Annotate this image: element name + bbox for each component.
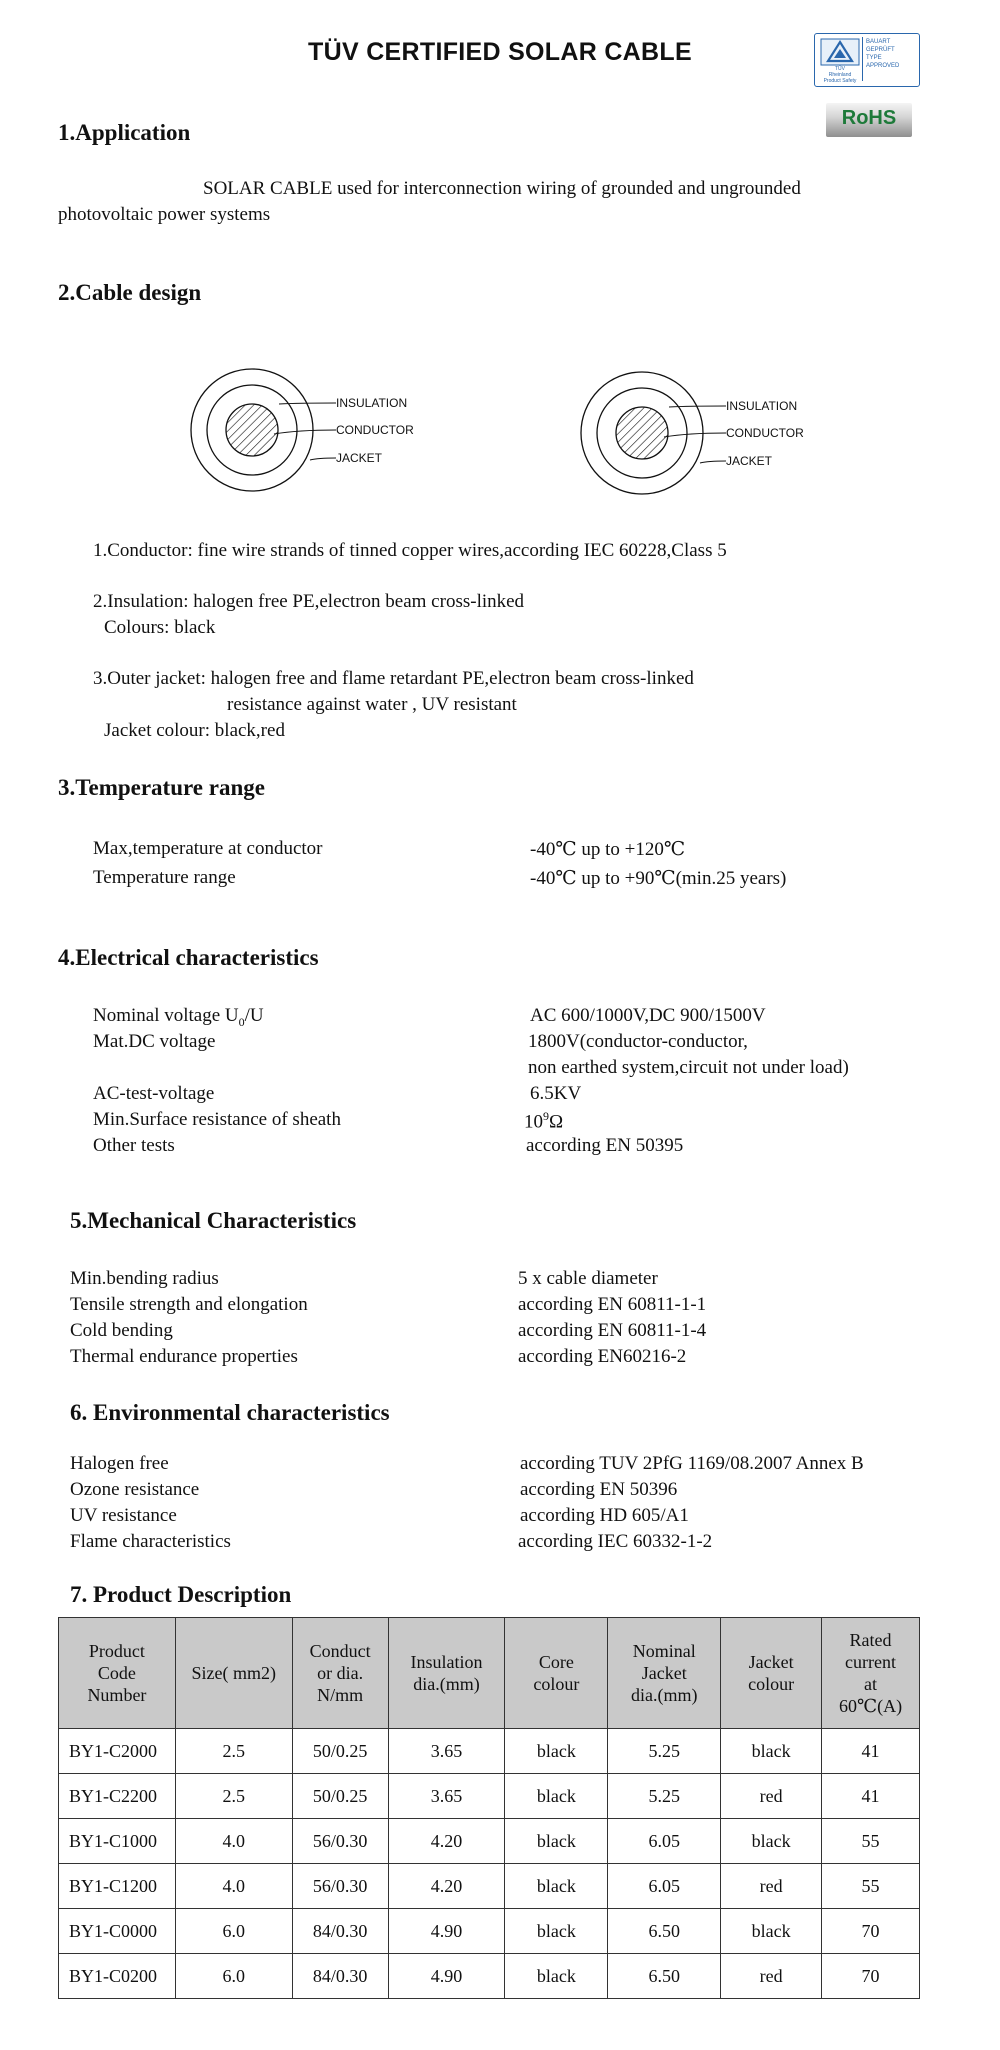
header-line: N/mm (317, 1685, 364, 1705)
temperature-label: Temperature range (93, 867, 236, 888)
table-cell: 50/0.25 (292, 1729, 388, 1774)
column-header (822, 1618, 920, 1729)
diagram-label-insulation: INSULATION (336, 396, 408, 410)
table-cell: black (505, 1864, 608, 1909)
table-cell: 70 (822, 1909, 920, 1954)
header-line: colour (533, 1674, 580, 1694)
column-header (721, 1618, 822, 1729)
column-header (292, 1618, 388, 1729)
table-cell: 3.65 (388, 1774, 505, 1819)
nominal-voltage-value: AC 600/1000V,DC 900/1500V (530, 1005, 766, 1026)
table-cell: 56/0.30 (292, 1819, 388, 1864)
section-heading-electrical: 4.Electrical characteristics (58, 945, 319, 970)
temperature-value: -40℃ up to +120℃ (530, 839, 686, 860)
application-text-line: SOLAR CABLE used for interconnection wiring of grounded and ungrounded (203, 178, 801, 199)
cable-design-item: Jacket colour: black,red (104, 720, 285, 741)
diagram-label-jacket: JACKET (336, 451, 383, 465)
header-line: Jacket (748, 1652, 794, 1672)
tuv-badge-text: GEPRÜFT (866, 47, 895, 53)
table-cell: 3.65 (388, 1729, 505, 1774)
table-cell: BY1-C2000 (59, 1729, 176, 1774)
header-line: colour (748, 1674, 795, 1694)
mechanical-label: Tensile strength and elongation (70, 1294, 308, 1315)
header-line: Conduct (309, 1641, 371, 1661)
table-cell: BY1-C1000 (59, 1819, 176, 1864)
temperature-label: Max,temperature at conductor (93, 838, 323, 859)
table-cell: black (721, 1909, 822, 1954)
section-heading-application: 1.Application (58, 120, 191, 145)
table-cell: 56/0.30 (292, 1864, 388, 1909)
table-cell: 2.5 (175, 1774, 292, 1819)
table-cell: 5.25 (608, 1729, 721, 1774)
other-tests-label: Other tests (93, 1135, 175, 1156)
table-cell: black (505, 1909, 608, 1954)
table-cell: BY1-C0200 (59, 1954, 176, 1999)
section-heading-cable-design: 2.Cable design (58, 280, 202, 305)
mechanical-label: Thermal endurance properties (70, 1346, 298, 1367)
application-text-line: photovoltaic power systems (58, 204, 271, 225)
table-cell: 4.20 (388, 1819, 505, 1864)
tuv-badge-text: BAUART (866, 39, 891, 45)
column-header (608, 1618, 721, 1729)
mechanical-value: according EN 60811-1-4 (518, 1320, 707, 1341)
environmental-value: according HD 605/A1 (520, 1505, 689, 1526)
section-heading-mechanical: 5.Mechanical Characteristics (70, 1208, 357, 1233)
header-line: Core (538, 1652, 574, 1672)
rohs-text: RoHS (841, 107, 897, 129)
table-cell: 84/0.30 (292, 1954, 388, 1999)
table-cell: 6.0 (175, 1954, 292, 1999)
nominal-voltage-text: Nominal voltage U (93, 1005, 239, 1026)
table-cell: BY1-C2200 (59, 1774, 176, 1819)
mechanical-label: Min.bending radius (70, 1268, 219, 1289)
other-tests-value: according EN 50395 (526, 1135, 684, 1156)
header-line: 60℃(A) (838, 1696, 903, 1716)
mechanical-value: 5 x cable diameter (518, 1268, 658, 1289)
table-row (59, 1909, 920, 1954)
table-cell: BY1-C0000 (59, 1909, 176, 1954)
table-cell: black (505, 1819, 608, 1864)
table-row (59, 1864, 920, 1909)
table-cell: 50/0.25 (292, 1774, 388, 1819)
tuv-small-text: Product Safety (823, 78, 857, 84)
column-header (175, 1618, 292, 1729)
header-line: dia.(mm) (631, 1685, 698, 1705)
cable-design-item: 3.Outer jacket: halogen free and flame retardant PE,electron beam cross-linked (93, 668, 694, 689)
table-cell: 41 (822, 1729, 920, 1774)
environmental-value: according TUV 2PfG 1169/08.2007 Annex B (520, 1453, 864, 1474)
header-line: at (864, 1674, 878, 1694)
table-cell: 6.50 (608, 1909, 721, 1954)
diagram-label-insulation: INSULATION (726, 399, 798, 413)
table-cell: red (721, 1954, 822, 1999)
environmental-value: according EN 50396 (520, 1479, 678, 1500)
header-line: dia.(mm) (413, 1674, 480, 1694)
header-line: or dia. (317, 1663, 364, 1683)
header-line: Code (97, 1663, 136, 1683)
table-cell: 6.50 (608, 1954, 721, 1999)
table-row (59, 1729, 920, 1774)
column-header (505, 1618, 608, 1729)
table-row (59, 1774, 920, 1819)
cable-design-item: Colours: black (104, 617, 216, 638)
tuv-triangle-icon (818, 37, 863, 84)
table-cell: 84/0.30 (292, 1909, 388, 1954)
section-heading-temperature: 3.Temperature range (58, 775, 265, 800)
table-cell: black (505, 1954, 608, 1999)
table-cell: black (721, 1819, 822, 1864)
table-cell: 41 (822, 1774, 920, 1819)
column-header (388, 1618, 505, 1729)
table-cell: 4.0 (175, 1819, 292, 1864)
table-cell: 55 (822, 1864, 920, 1909)
cable-design-item: 1.Conductor: fine wire strands of tinned copper wires,according IEC 60228,Class 5 (93, 540, 727, 561)
table-cell: 5.25 (608, 1774, 721, 1819)
table-cell: 4.90 (388, 1909, 505, 1954)
header-line: Product (88, 1641, 145, 1661)
dc-voltage-value: non earthed system,circuit not under load) (528, 1057, 849, 1078)
environmental-value: according IEC 60332-1-2 (518, 1531, 713, 1552)
surface-resistance-exponent: 9 (543, 1109, 549, 1123)
table-row (59, 1819, 920, 1864)
mechanical-label: Cold bending (70, 1320, 173, 1341)
table-cell: black (505, 1774, 608, 1819)
header-line: Insulation (410, 1652, 483, 1672)
dc-voltage-value: 1800V(conductor-conductor, (528, 1031, 748, 1052)
mechanical-value: according EN 60811-1-1 (518, 1294, 707, 1315)
page-title: TÜV CERTIFIED SOLAR CABLE (308, 38, 692, 66)
table-cell: 55 (822, 1819, 920, 1864)
diagram-label-conductor: CONDUCTOR (726, 426, 804, 440)
tuv-badge-text: TYPE (866, 55, 882, 61)
header-line: Number (87, 1685, 147, 1705)
table-cell: black (721, 1729, 822, 1774)
ac-test-voltage-label: AC-test-voltage (93, 1083, 215, 1104)
table-cell: 6.0 (175, 1909, 292, 1954)
ac-test-voltage-value: 6.5KV (530, 1083, 582, 1104)
surface-resistance-label: Min.Surface resistance of sheath (93, 1109, 341, 1130)
tuv-small-text: TÜV (835, 66, 845, 72)
table-cell: 4.20 (388, 1864, 505, 1909)
environmental-label: Flame characteristics (70, 1531, 231, 1552)
diagram-label-jacket: JACKET (726, 454, 773, 468)
header-line: Rated (849, 1630, 892, 1650)
table-cell: black (505, 1729, 608, 1774)
table-cell: 4.90 (388, 1954, 505, 1999)
table-cell: 4.0 (175, 1864, 292, 1909)
header-line: Nominal (632, 1641, 696, 1661)
section-heading-environmental: 6. Environmental characteristics (70, 1400, 390, 1425)
table-cell: red (721, 1864, 822, 1909)
table-cell: 2.5 (175, 1729, 292, 1774)
nominal-voltage-label (93, 1005, 264, 1030)
table-cell: BY1-C1200 (59, 1864, 176, 1909)
dc-voltage-label: Mat.DC voltage (93, 1031, 216, 1052)
table-cell: 6.05 (608, 1819, 721, 1864)
surface-resistance-unit: Ω (549, 1111, 564, 1133)
rohs-logo (826, 103, 912, 137)
header-line: current (845, 1652, 897, 1672)
cable-design-item: 2.Insulation: halogen free PE,electron beam cross-linked (93, 591, 525, 612)
tuv-certification-logo (814, 33, 920, 87)
nominal-voltage-tail: /U (244, 1005, 264, 1026)
tuv-badge-text: APPROVED (866, 63, 900, 69)
environmental-label: UV resistance (70, 1505, 177, 1526)
table-header-row (59, 1618, 920, 1729)
table-row (59, 1954, 920, 1999)
header-line: Jacket (641, 1663, 687, 1683)
diagram-label-conductor: CONDUCTOR (336, 423, 414, 437)
nominal-voltage-subscript: 0 (238, 1014, 245, 1029)
mechanical-value: according EN60216-2 (518, 1346, 687, 1367)
column-header (59, 1618, 176, 1729)
table-cell: 6.05 (608, 1864, 721, 1909)
surface-resistance-value (524, 1109, 563, 1133)
section-heading-product-description: 7. Product Description (70, 1582, 292, 1607)
surface-resistance-base: 10 (524, 1111, 543, 1133)
table-cell: red (721, 1774, 822, 1819)
header-line: Size( mm2) (191, 1663, 276, 1683)
environmental-label: Ozone resistance (70, 1479, 200, 1500)
environmental-label: Halogen free (70, 1453, 169, 1474)
tuv-small-text: Rheinland (828, 72, 852, 78)
cable-design-item: resistance against water , UV resistant (227, 694, 517, 715)
temperature-value: -40℃ up to +90℃(min.25 years) (530, 868, 787, 889)
product-table (58, 1617, 920, 1999)
table-cell: 70 (822, 1954, 920, 1999)
